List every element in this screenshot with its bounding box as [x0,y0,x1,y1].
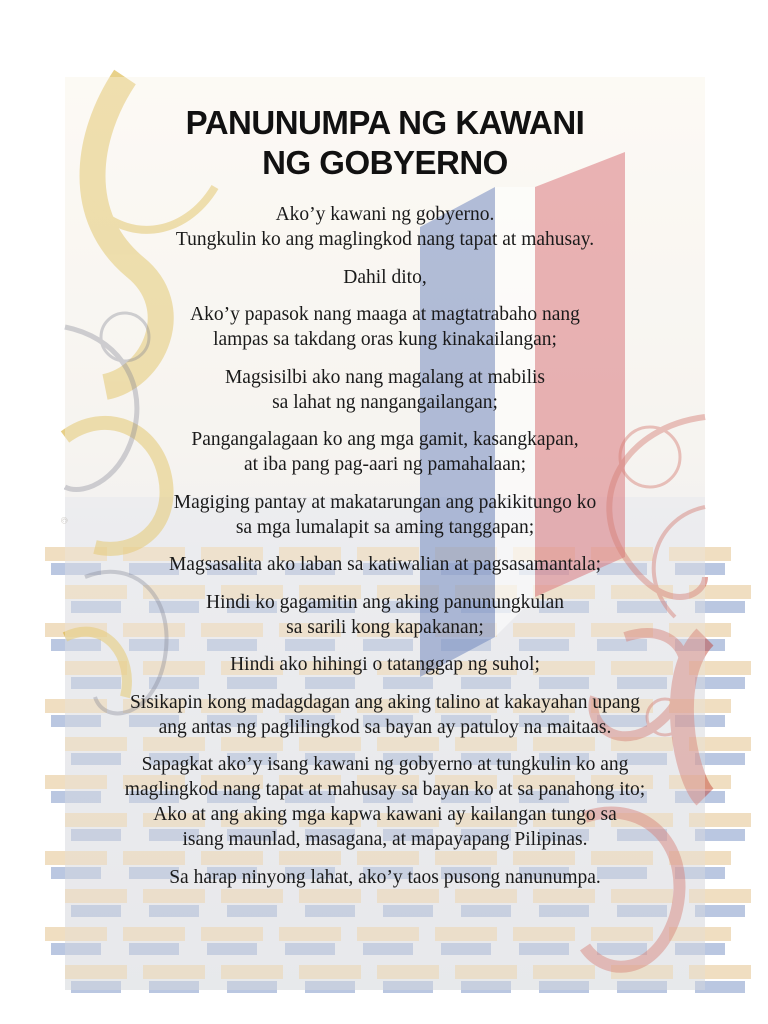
oath-stanza [65,752,705,852]
page-title [65,103,705,183]
oath-stanza [65,652,705,677]
oath-line: Hindi ako hihingi o tatanggap ng suhol; [230,654,540,675]
oath-line: Ako at ang aking mga kapwa kawani ay kailangan tungo sa [153,804,617,825]
oath-stanza [65,865,705,890]
oath-line: Magsasalita ako laban sa katiwalian at pagsasamantala; [168,554,602,575]
oath-line: Sapagkat ako’y isang kawani ng gobyerno at tungkulin ko ang [141,754,629,775]
oath-text [65,202,705,902]
oath-line: at iba pang pag-aari ng pamahalaan; [243,454,527,475]
oath-line: Magiging pantay at makatarungan ang pakikitungo ko [173,491,597,513]
oath-stanza [65,590,705,640]
oath-line: Magsisilbi ako nang magalang at mabilis [224,366,546,388]
oath-line: Ako’y kawani ng gobyerno. [275,204,495,225]
oath-line: isang maunlad, masagana, at mapayapang Pilipinas. [182,829,588,850]
oath-poster [59,77,705,990]
oath-stanza [65,202,705,252]
oath-line: Hindi ko gagamitin ang aking panunungkulan [206,591,564,613]
oath-stanza [65,427,705,477]
oath-stanza [65,490,705,540]
oath-line: Pangangalagaan ko ang mga gamit, kasangkapan, [191,429,579,450]
oath-line: lampas sa takdang oras kung kinakailangan; [213,329,557,350]
oath-stanza [65,365,705,415]
oath-line: Tungkulin ko ang maglingkod nang tapat at mahusay. [175,229,595,250]
oath-stanza [65,265,705,290]
oath-line: ang antas ng paglilingkod sa bayan ay patuloy na maitaas. [158,716,612,738]
title-line-2: NG GOBYERNO [262,144,508,181]
photo-credit-watermark: © [59,517,69,524]
oath-line: Sa harap ninyong lahat, ako’y taos pusong nanunumpa. [169,866,601,888]
title-line-1: PANUNUMPA NG KAWANI [185,104,585,141]
oath-stanza [65,302,705,352]
oath-stanza [65,690,705,740]
oath-line: Dahil dito, [343,266,427,288]
oath-line: sa lahat ng nangangailangan; [272,391,498,413]
oath-line: Ako’y papasok nang maaga at magtatrabaho nang [190,304,580,325]
oath-line: sa mga lumalapit sa aming tanggapan; [235,516,535,538]
oath-line: Sisikapin kong madagdagan ang aking talino at kakayahan upang [129,691,641,713]
oath-line: maglingkod nang tapat at mahusay sa bayan ko at sa panahong ito; [124,779,646,800]
oath-line: sa sarili kong kapakanan; [286,616,484,638]
oath-stanza [65,552,705,577]
